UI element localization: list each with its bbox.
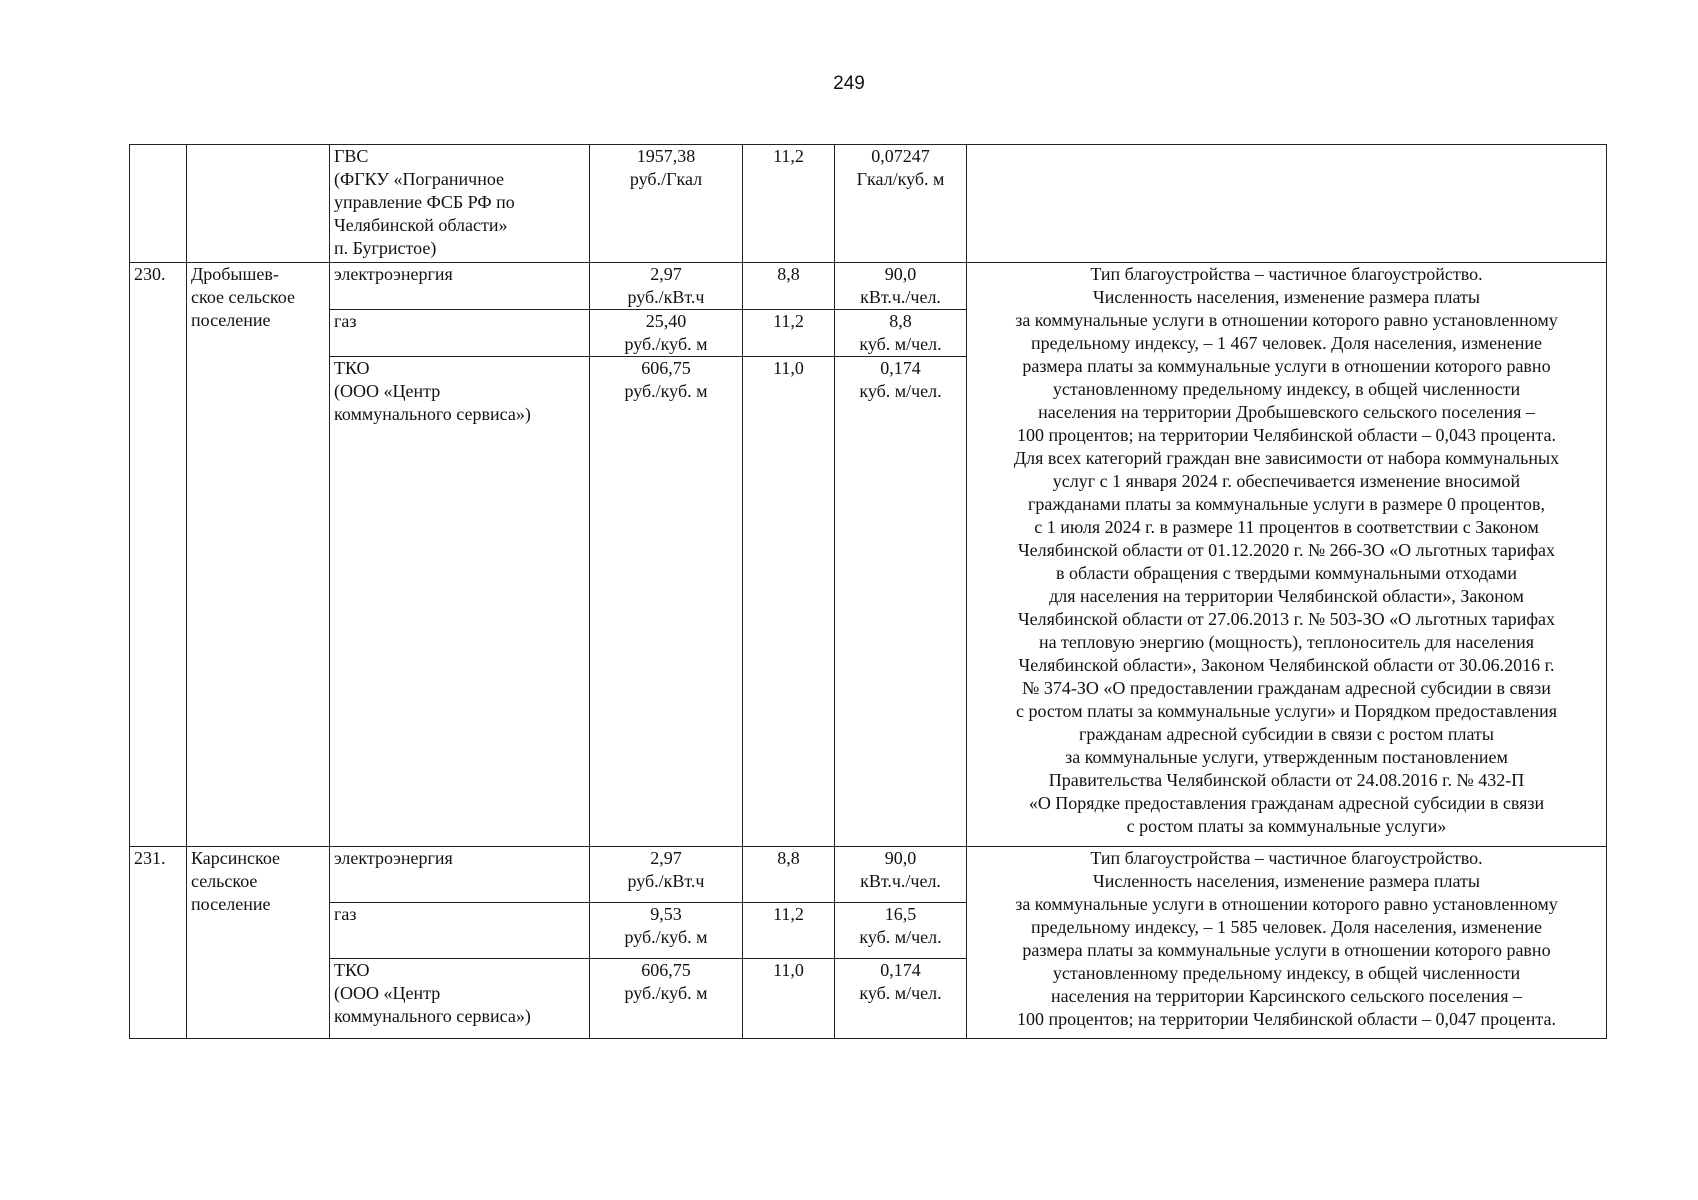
tariff-unit: руб./куб. м [624,334,708,354]
note-line: для населения на территории Челябинской области», Законом [1049,586,1524,606]
note-line: с 1 июля 2024 г. в размере 11 процентов в соответствии с Законом [1034,517,1539,537]
row-number-cell: 230. [130,263,187,847]
norm-unit: куб. м/чел. [859,983,942,1003]
service-name-line: (ООО «Центр [334,983,441,1003]
tariff-unit: руб./куб. м [624,927,708,947]
note-line: за коммунальные услуги в отношении которого равно установленному [1015,310,1558,330]
note-line: на тепловую энергию (мощность), теплоноситель для населения [1038,632,1535,652]
note-line: за коммунальные услуги, утвержденным постановлением [1065,747,1508,767]
settlement-name-line: Дробышев- [191,264,279,284]
service-name-line: (ФГКУ «Пограничное [334,169,505,189]
norm-cell [835,903,967,959]
service-name-line: коммунального сервиса») [334,404,531,424]
service-name-line: газ [334,904,357,924]
index-cell: 11,2 [743,903,835,959]
note-line: Челябинской области от 27.06.2013 г. № 503-ЗО «О льготных тарифах [1017,609,1555,629]
note-line: Численность населения, изменение размера платы [1093,287,1480,307]
norm-cell [835,310,967,357]
settlement-name-line: поселение [191,310,271,330]
tariff-value: 606,75 [641,960,691,980]
table-row [130,263,1607,310]
tariff-value: 606,75 [641,358,691,378]
note-line: с ростом платы за коммунальные услуги» и Порядком предоставления [1015,701,1558,721]
note-line: Тип благоустройства – частичное благоустройство. [1090,848,1483,868]
service-name-cell [330,357,590,847]
note-line: предельному индексу, – 1 467 человек. Доля населения, изменение [1030,333,1543,353]
service-name-cell [330,903,590,959]
note-line: населения на территории Карсинского сельского поселения – [1050,986,1523,1006]
norm-cell [835,145,967,263]
note-cell [967,263,1607,847]
tariff-value: 9,53 [650,904,682,924]
note-line: «О Порядке предоставления гражданам адресной субсидии в связи [1028,793,1545,813]
service-name-cell [330,263,590,310]
norm-value: 8,8 [889,311,912,331]
tariff-value: 2,97 [650,848,682,868]
service-name-cell [330,310,590,357]
tariff-table [129,144,1607,1039]
norm-cell [835,263,967,310]
note-line: гражданам адресной субсидии в связи с ростом платы [1078,724,1494,744]
service-name-line: коммунального сервиса») [334,1006,531,1026]
settlement-name-cell [187,847,330,1039]
tariff-value: 2,97 [650,264,682,284]
note-line: установленному предельному индексу, в общей численности [1052,379,1521,399]
tariff-cell [590,847,743,903]
norm-value: 0,174 [880,960,921,980]
index-cell: 8,8 [743,847,835,903]
note-line: Челябинской области», Законом Челябинской области от 30.06.2016 г. [1018,655,1555,675]
service-name-line: электроэнергия [334,848,453,868]
settlement-name-line: поселение [191,894,271,914]
note-line: Тип благоустройства – частичное благоустройство. [1090,264,1483,284]
tariff-value: 1957,38 [636,146,696,166]
note-line: гражданами платы за коммунальные услуги в размере 0 процентов, [1028,494,1545,514]
service-name-line: управление ФСБ РФ по [334,192,515,212]
note-line: услуг с 1 января 2024 г. обеспечивается изменение вносимой [1052,471,1521,491]
norm-unit: кВт.ч./чел. [860,287,941,307]
norm-unit: куб. м/чел. [859,927,942,947]
tariff-cell [590,263,743,310]
service-name-line: ГВС [334,146,369,166]
table-row [130,145,1607,263]
note-line: Численность населения, изменение размера платы [1093,871,1480,891]
service-name-line: ТКО [334,960,370,980]
tariff-unit: руб./куб. м [624,983,708,1003]
service-name-cell [330,959,590,1039]
service-name-cell [330,847,590,903]
settlement-name-line: Карсинское [191,848,281,868]
note-line: населения на территории Дробышевского сельского поселения – [1038,402,1535,422]
note-line: Правительства Челябинской области от 24.08.2016 г. № 432-П [1048,770,1525,790]
norm-value: 16,5 [884,904,917,924]
service-name-line: п. Бугристое) [334,238,437,258]
settlement-name-line: ское сельское [191,287,295,307]
row-number-cell: 231. [130,847,187,1039]
page-number: 249 [833,73,865,94]
tariff-unit: руб./куб. м [624,381,708,401]
norm-value: 0,07247 [871,146,930,166]
norm-value: 90,0 [884,264,917,284]
norm-unit: Гкал/куб. м [856,169,945,189]
norm-cell [835,357,967,847]
settlement-name-cell [187,145,330,263]
norm-unit: куб. м/чел. [859,334,942,354]
note-cell [967,847,1607,1039]
note-line: установленному предельному индексу, в общей численности [1052,963,1521,983]
settlement-name-line: сельское [191,871,258,891]
index-cell: 11,2 [743,145,835,263]
norm-unit: куб. м/чел. [859,381,942,401]
table-row [130,847,1607,903]
index-cell: 11,2 [743,310,835,357]
note-line: размера платы за коммунальные услуги в отношении которого равно [1022,356,1551,376]
note-line: с ростом платы за коммунальные услуги» [1126,816,1447,836]
note-line: предельному индексу, – 1 585 человек. Доля населения, изменение [1030,917,1543,937]
norm-value: 90,0 [884,848,917,868]
tariff-cell [590,959,743,1039]
note-cell [967,145,1607,263]
norm-unit: кВт.ч./чел. [860,871,941,891]
note-line: Челябинской области от 01.12.2020 г. № 266-ЗО «О льготных тарифах [1017,540,1555,560]
norm-cell [835,959,967,1039]
note-line: за коммунальные услуги в отношении которого равно установленному [1015,894,1558,914]
note-line: размера платы за коммунальные услуги в отношении которого равно [1022,940,1551,960]
service-name-line: (ООО «Центр [334,381,441,401]
service-name-line: электроэнергия [334,264,453,284]
note-line: в области обращения с твердыми коммунальными отходами [1055,563,1518,583]
note-line: 100 процентов; на территории Челябинской области – 0,047 процента. [1017,1009,1556,1029]
service-name-line: ТКО [334,358,370,378]
tariff-unit: руб./кВт.ч [627,871,705,891]
tariff-unit: руб./кВт.ч [627,287,705,307]
index-cell: 11,0 [743,357,835,847]
index-cell: 11,0 [743,959,835,1039]
settlement-name-cell [187,263,330,847]
service-name-line: Челябинской области» [334,215,508,235]
service-name-line: газ [334,311,357,331]
note-line: 100 процентов; на территории Челябинской области – 0,043 процента. [1017,425,1556,445]
tariff-cell [590,310,743,357]
note-line: Для всех категорий граждан вне зависимости от набора коммунальных [1013,448,1560,468]
index-cell: 8,8 [743,263,835,310]
tariff-cell [590,357,743,847]
norm-cell [835,847,967,903]
tariff-cell [590,903,743,959]
tariff-unit: руб./Гкал [629,169,703,189]
service-name-cell [330,145,590,263]
row-number-cell [130,145,187,263]
norm-value: 0,174 [880,358,921,378]
note-line: № 374-ЗО «О предоставлении гражданам адресной субсидии в связи [1022,678,1551,698]
tariff-value: 25,40 [645,311,687,331]
tariff-cell [590,145,743,263]
